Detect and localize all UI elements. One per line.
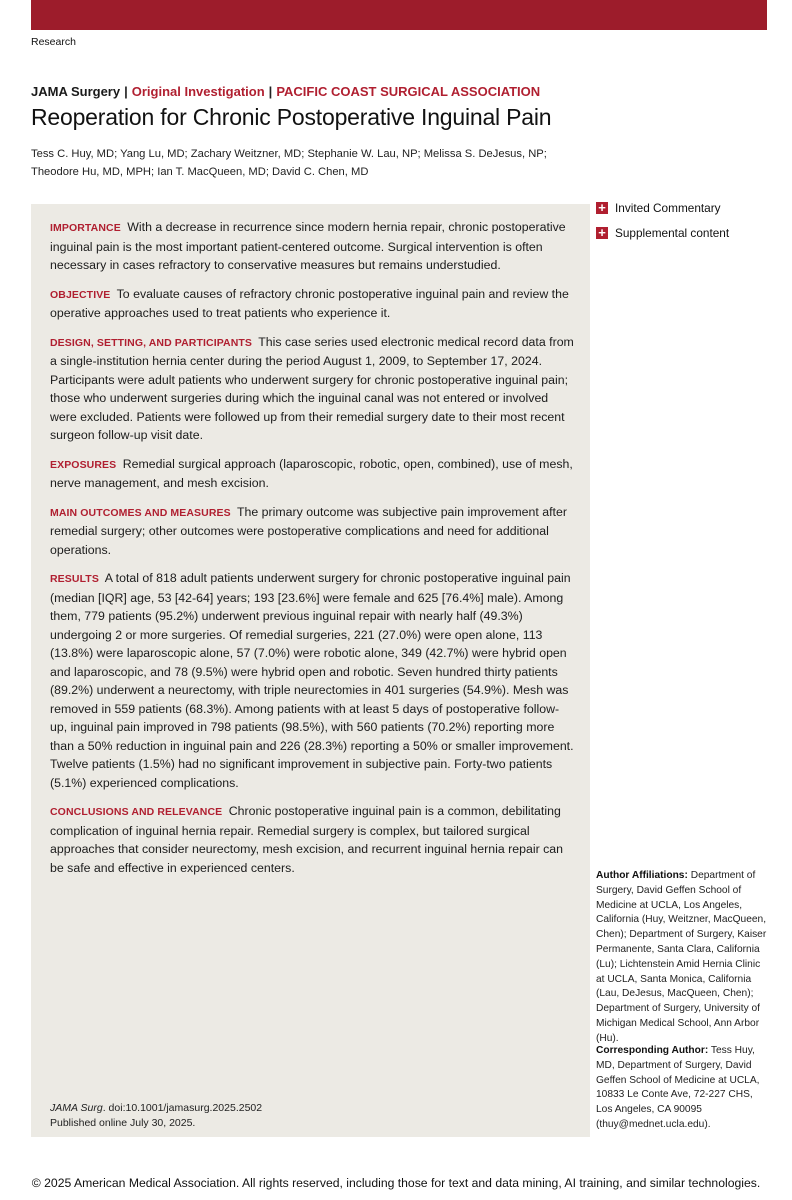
abstract-text: The primary outcome was subjective pain improvement after remedial surgery; other outcomes were postoperative complications and need for additional operations. [50,504,567,557]
citation [50,1101,262,1130]
separator: | [124,84,128,99]
abstract-importance [50,218,574,275]
abstract-results [50,569,574,792]
abstract-heading: IMPORTANCE [50,222,121,234]
abstract-text: A total of 818 adult patients underwent surgery for chronic postoperative inguinal pain (median [IQR] age, 53 [42-64] years; 193 [23.6%] were female and 625 [76.4%] male). Among them, 779 patients (95.2%) underwent previous inguinal repair with nearly half (49.3%) undergoing 2 or more surgeries. Of remedial surgeries, 221 (27.0%) were open alone, 113 (13.8%) were laparoscopic alone, 57 (7.0%) were robotic alone, 349 (42.7%) were hybrid open and laparoscopic, and 78 (9.5%) were hybrid open and robotic. Seven hundred thirty patients (89.2%) underwent a neurectomy, with triple neurectomies in 401 surgeries (54.9%). Mesh was removed in 559 patients (68.3%). Among patients with at least 5 days of postoperative follow-up, inguinal pain improved in 798 patients (98.5%), with 560 patients (70.2%) reporting more than a 50% reduction in inguinal pain and 226 (28.3%) reporting a 50% or smaller improvement. Twelve patients (1.5%) had no significant improvement in subjective pain. Forty-two patients (5.1%) experienced complications. [50,571,574,790]
author-list [31,145,551,181]
publication-date: Published online July 30, 2025. [50,1116,196,1129]
abstract-box [31,204,590,1137]
abstract-text: With a decrease in recurrence since modern hernia repair, chronic postoperative inguinal pain is the most important patient-centered outcome. Surgical intervention is often necessary in cases refractory to conservative measures but remains understudied. [50,220,566,272]
abstract-objective [50,285,574,323]
author-line: Tess C. Huy, MD; Yang Lu, MD; Zachary Weitzner, MD; Stephanie W. Lau, NP; Melissa S. DeJesus, NP; [31,148,547,160]
abstract-outcomes [50,503,574,560]
journal-abbrev: JAMA Surg [50,1102,103,1114]
sidebar-link-label: Invited Commentary [615,201,721,215]
abstract-text: Chronic postoperative inguinal pain is a common, debilitating complication of inguinal hernia repair. Remedial surgery is complex, but tailored surgical approaches that consider neurectomy, mesh excision, and recurrent inguinal hernia repair can be safe and effective in experienced centers. [50,804,564,875]
author-line: Theodore Hu, MD, MPH; Ian T. MacQueen, MD; David C. Chen, MD [31,166,369,178]
doi[interactable]: . doi:10.1001/jamasurg.2025.2502 [102,1102,263,1114]
sidebar-link-label: Supplemental content [615,226,730,240]
abstract-heading: DESIGN, SETTING, AND PARTICIPANTS [50,336,253,349]
journal-name: JAMA Surgery [31,84,121,99]
abstract-heading: CONCLUSIONS AND RELEVANCE [50,806,223,818]
section-label: Research [31,36,76,48]
abstract-text: This case series used electronic medical record data from a single-institution hernia center during the period August 1, 2009, to September 17, 2024. Participants were adult patients who underwent surgery for chronic postoperative inguinal pain; those who underwent surgeries during which the inguinal canal was not entered or involved were excluded. Patients were followed up from their remedial surgery date to their most recent surgeon follow-up visit date. [50,334,574,442]
plus-icon: + [596,227,608,239]
corresponding-text: Tess Huy, MD, Department of Surgery, David Geffen School of Medicine at UCLA, 10833 Le Conte Ave, 72-227 CHS, Los Angeles, CA 90095 (thuy@mednet.ucla.edu). [596,1045,760,1130]
abstract-conclusions [50,802,574,877]
abstract-text: Remedial surgical approach (laparoscopic, robotic, open, combined), use of mesh, nerve management, and mesh excision. [50,456,573,490]
author-affiliations [596,869,768,1047]
abstract-heading: MAIN OUTCOMES AND MEASURES [50,506,231,519]
abstract-heading: EXPOSURES [50,458,117,471]
article-type[interactable]: Original Investigation [131,84,265,99]
affiliations-label: Author Affiliations: [596,870,688,881]
plus-icon: + [596,202,608,214]
corresponding-author [596,1044,768,1133]
supplemental-content-link[interactable] [596,226,729,240]
society-name: PACIFIC COAST SURGICAL ASSOCIATION [276,84,541,99]
journal-line [31,84,540,99]
copyright-footer: © 2025 American Medical Association. All rights reserved, including those for text and data mining, AI training, and similar technologies. [31,1176,761,1190]
separator: | [268,84,273,99]
article-title: Reoperation for Chronic Postoperative Inguinal Pain [31,104,552,130]
corresponding-label: Corresponding Author: [596,1045,709,1056]
abstract-text: To evaluate causes of refractory chronic postoperative inguinal pain and review the operative approaches used to treat patients who experience it. [50,286,569,320]
abstract-design [50,333,574,445]
invited-commentary-link[interactable] [596,201,721,215]
abstract-heading: OBJECTIVE [50,288,111,301]
citation-doi-line [50,1101,262,1116]
abstract-heading: RESULTS [50,573,99,585]
abstract-exposures [50,455,574,493]
header-bar [31,0,767,30]
affiliations-text: Department of Surgery, David Geffen School of Medicine at UCLA, Los Angeles, California (Huy, Weitzner, MacQueen, Chen); Department of Surgery, Kaiser Permanente, Santa Clara, California (Lu); Lichtenstein Amid Hernia Clinic at UCLA, Santa Monica, California (Lau, DeJesus, MacQueen, Chen); Department of Surgery, University of Michigan Medical School, Ann Arbor (Hu). [596,870,767,1044]
